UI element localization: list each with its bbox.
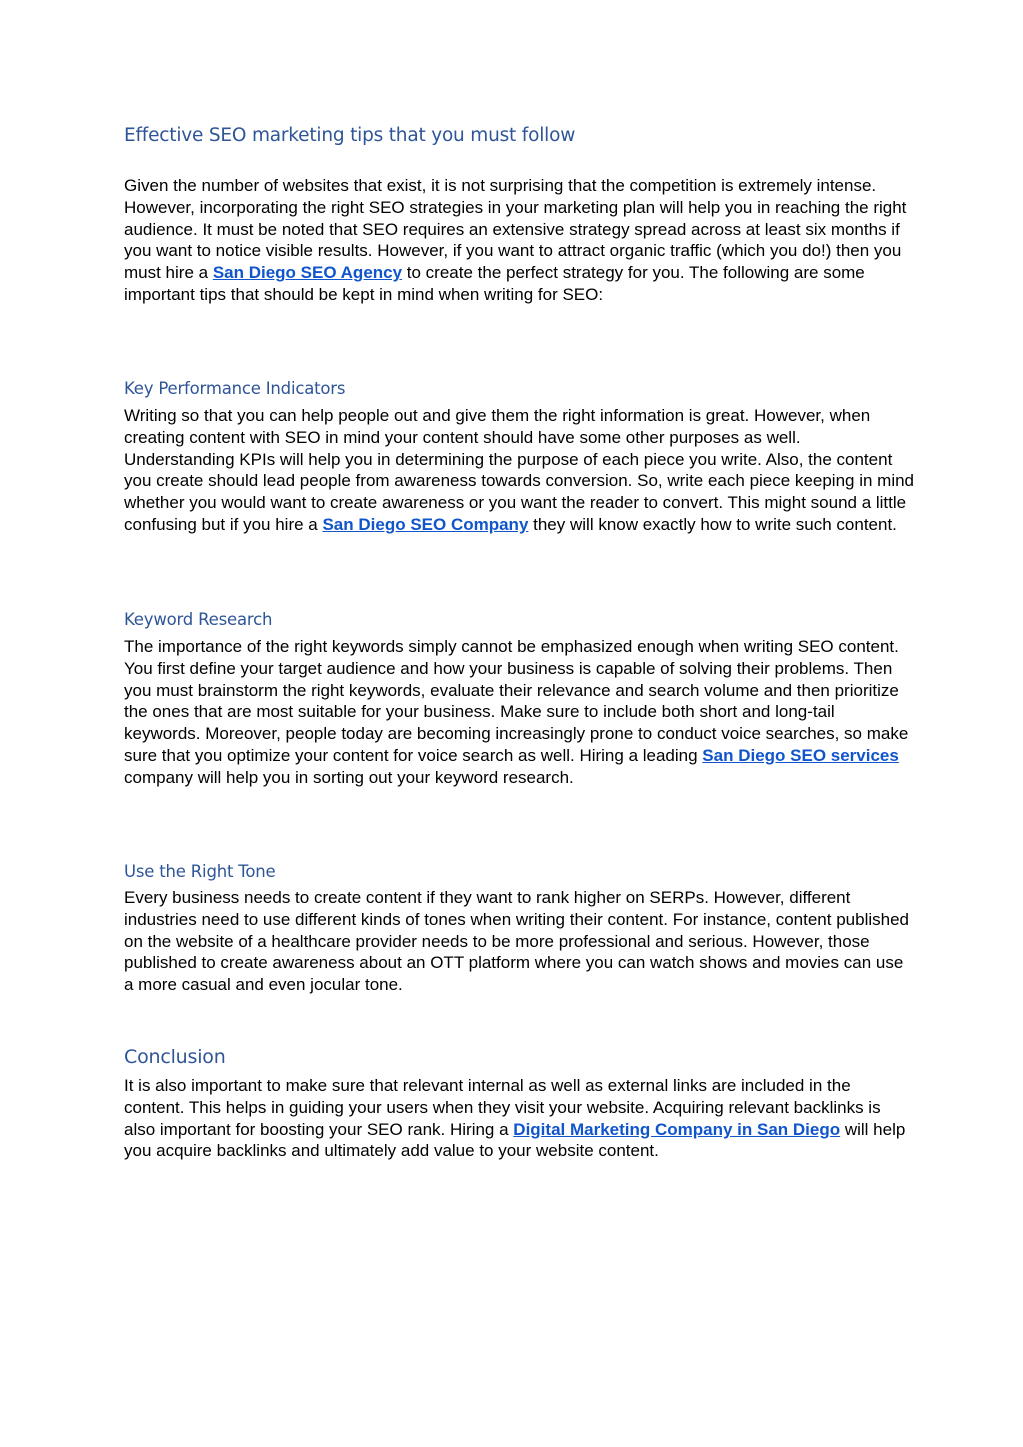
section-paragraph-kpi	[124, 405, 914, 536]
san-diego-seo-services-link[interactable]: San Diego SEO services	[702, 745, 899, 765]
intro-paragraph	[124, 175, 914, 306]
digital-marketing-company-link[interactable]: Digital Marketing Company in San Diego	[513, 1119, 841, 1139]
keyword-text-start: The importance of the right keywords simply cannot be emphasized enough when writing SEO content. You first define your target audience and how your business is capable of solving their problems. Then you must brainstorm the right keywords, evaluate their relevance and search volume and then prioritize the ones that are most suitable for your business. Make sure to include both short and long-tail keywords. Moreover, people today are becoming increasingly prone to conduct voice searches, so make sure that you optimize your content for voice search as well. Hiring a leading	[124, 637, 909, 765]
intro-text-end: to create the perfect strategy for you. The following are some important tips that should be kept in mind when writing for SEO:	[124, 263, 865, 304]
conclusion-text-start: It is also important to make sure that relevant internal as well as external links are included in the content. This helps in guiding your users when they visit your website. Acquiring relevant backlinks is also important for boosting your SEO rank. Hiring a	[124, 1076, 881, 1139]
conclusion-text-end: will help you acquire backlinks and ultimately add value to your website content.	[124, 1119, 906, 1161]
san-diego-seo-company-link[interactable]: San Diego SEO Company	[322, 514, 529, 534]
section-heading-conclusion: Conclusion	[124, 1046, 226, 1068]
kpi-text-start: Writing so that you can help people out and give them the right information is great. However, when creating content with SEO in mind your content should have some other purposes as well. Understanding KPIs will help you in determining the purpose of each piece you write. Also, the content you create should lead people from awareness towards conversion. So, write each piece keeping in mind whether you would want to create awareness or you want the reader to convert. This might sound a little confusing but if you hire a	[124, 406, 915, 534]
kpi-text-end: they will know exactly how to write such content.	[528, 514, 897, 534]
section-heading-kpi: Key Performance Indicators	[124, 379, 346, 398]
section-heading-keyword-research: Keyword Research	[124, 610, 273, 629]
san-diego-seo-agency-link[interactable]: San Diego SEO Agency	[212, 263, 403, 283]
section-heading-right-tone: Use the Right Tone	[124, 862, 276, 881]
section-paragraph-right-tone: Every business needs to create content if they want to rank higher on SERPs. However, different industries need to use different kinds of tones when writing their content. For instance, content published on the website of a healthcare provider needs to be more professional and serious. However, those published to create awareness about an OTT platform where you can watch shows and movies can use a more casual and even jocular tone.	[124, 888, 909, 995]
section-paragraph-keyword-research	[124, 636, 914, 789]
page-title: Effective SEO marketing tips that you must follow	[124, 125, 576, 146]
intro-text-start: Given the number of websites that exist, it is not surprising that the competition is extremely intense. However, incorporating the right SEO strategies in your marketing plan will help you in reaching the right audience. It must be noted that SEO requires an extensive strategy spread across at least six months if you want to notice visible results. However, if you want to attract organic traffic (which you do!) then you must hire a	[124, 176, 907, 283]
keyword-text-end: company will help you in sorting out your keyword research.	[124, 767, 574, 787]
section-paragraph-conclusion	[124, 1075, 914, 1162]
